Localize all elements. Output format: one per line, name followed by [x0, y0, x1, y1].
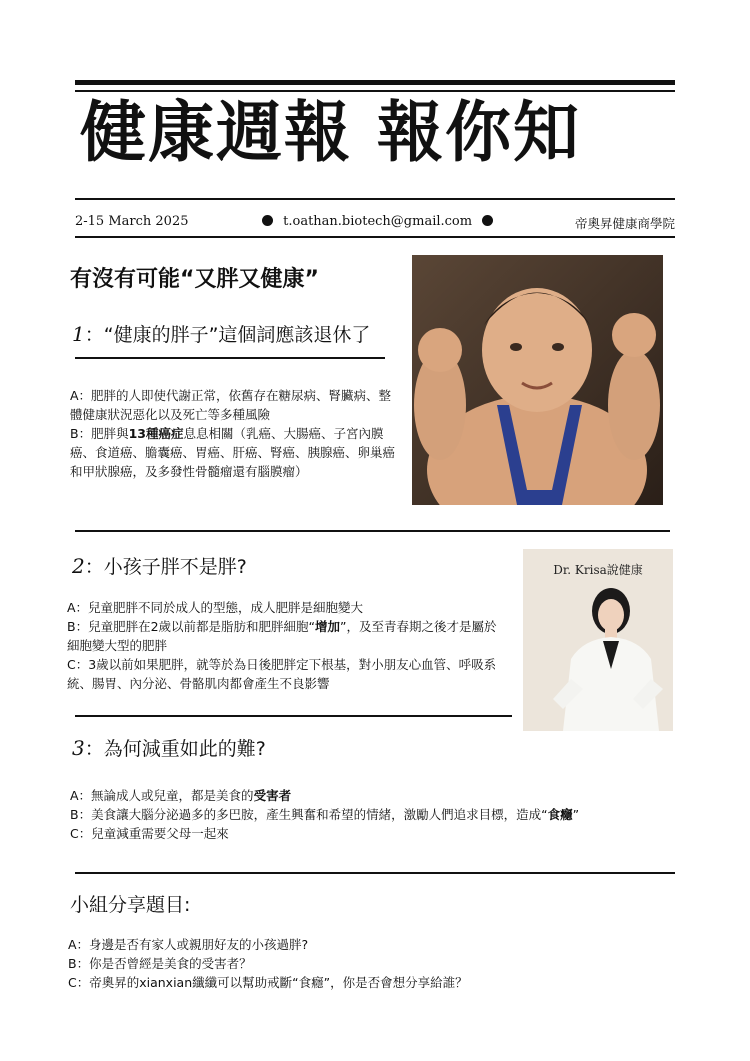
bullet-dot-icon — [482, 215, 493, 226]
section2-point-c: C：3歲以前如果肥胖，就等於為日後肥胖定下根基，對小朋友心血管、呼吸系統、腸胃、內分泌、骨骼肌肉都會產生不良影響 — [67, 657, 497, 691]
organization-name: 帝奧昇健康商學院 — [574, 216, 675, 231]
child-photo — [412, 255, 663, 505]
group-question-a: A：身邊是否有家人或親朋好友的小孩過胖? — [68, 937, 309, 952]
section1-number: 1 — [72, 322, 85, 346]
child-photo-illustration — [412, 255, 663, 505]
meta-bottom-rule — [75, 236, 675, 238]
section2-body — [67, 598, 507, 693]
section2-bottom-rule — [75, 715, 512, 717]
group-question-c: C：帝奧昇的xianxian纖纖可以幫助戒斷“食癮”，你是否會想分享給誰？ — [68, 975, 468, 990]
section1-title: “健康的胖子”這個詞應該退休了 — [103, 324, 371, 346]
masthead-top-rule — [75, 80, 675, 85]
section2-number: 2 — [72, 554, 85, 578]
section3-point-b: B：美食讓大腦分泌過多的多巴胺，產生興奮和希望的情緒，激勵人們追求目標，造成“食癮” — [70, 807, 580, 822]
section1-point-a: A：肥胖的人即使代謝正常，依舊存在糖尿病、腎臟病、整體健康狀況惡化以及死亡等多種風險 — [70, 388, 392, 422]
masthead-bottom-rule — [75, 198, 675, 200]
masthead-title: 健康週報 報你知 — [80, 94, 581, 171]
section3-body — [70, 786, 690, 843]
group-question-b: B：你是否曾經是美食的受害者？ — [68, 956, 252, 971]
section1-point-b: B：肥胖與13種癌症息息相關（乳癌、大腸癌、子宮內膜癌、食道癌、膽囊癌、胃癌、肝癌、腎癌、胰腺癌、卵巢癌和甲狀腺癌，及多發性骨髓瘤還有腦膜瘤） — [70, 426, 396, 479]
contact-email: t.oathan.biotech@gmail.com — [283, 214, 473, 229]
group-title: 小組分享題目: — [70, 894, 191, 916]
headline: 有沒有可能“又胖又健康” — [70, 267, 319, 292]
group-questions — [68, 935, 688, 992]
section3-point-a: A：無論成人或兒童，都是美食的受害者 — [70, 788, 292, 803]
doctor-photo — [523, 549, 673, 731]
contact-email-line — [262, 214, 493, 229]
section1-rule — [75, 357, 385, 359]
doctor-illustration — [523, 549, 673, 731]
section1-bottom-rule — [75, 530, 670, 532]
section2-heading: 2：小孩子胖不是胖? — [72, 554, 247, 578]
masthead-top-rule-thin — [75, 90, 675, 92]
section1-heading: 1：“健康的胖子”這個詞應該退休了 — [72, 322, 371, 346]
section2-point-b: B：兒童肥胖在2歲以前都是脂肪和肥胖細胞“增加”，及至青春期之後才是屬於細胞變大型的肥胖 — [67, 619, 497, 653]
section3-number: 3 — [72, 736, 85, 760]
issue-date: 2-15 March 2025 — [75, 214, 189, 229]
section1-body — [70, 386, 395, 481]
section2-title: 小孩子胖不是胖? — [103, 556, 247, 578]
bullet-dot-icon — [262, 215, 273, 226]
doctor-caption: Dr. Krisa說健康 — [553, 563, 643, 577]
section3-point-c: C：兒童減重需要父母一起來 — [70, 826, 229, 841]
section3-title: 為何減重如此的難? — [103, 738, 266, 760]
section3-heading: 3：為何減重如此的難? — [72, 736, 266, 760]
section2-point-a: A：兒童肥胖不同於成人的型態，成人肥胖是細胞變大 — [67, 600, 364, 615]
section3-bottom-rule — [75, 872, 675, 874]
